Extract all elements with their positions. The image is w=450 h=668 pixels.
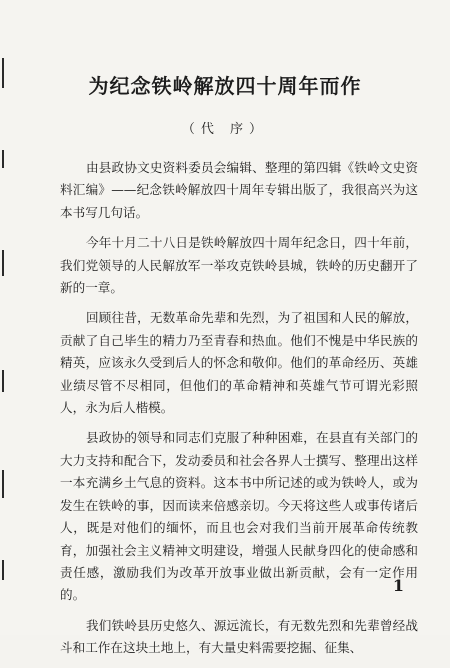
binding-edge-mark (2, 150, 4, 168)
body-text (60, 157, 418, 668)
binding-edge-mark (2, 470, 4, 498)
paragraph: 今年十月二十八日是铁岭解放四十周年纪念日，四十年前，我们党领导的人民解放军一举攻克铁岭县城，铁岭的历史翻开了新的一章。 (60, 235, 418, 296)
binding-edge-mark (2, 560, 4, 580)
paragraph: 回顾往昔，无数革命先辈和先烈，为了祖国和人民的解放，贡献了自己毕生的精力乃至青春和热血。他们不愧是中华民族的精英，应该永久受到后人的怀念和敬仰。他们的革命经历、英雄业绩尽管不尽相同，但他们的革命精神和英雄气节可谓光彩照人，永为后人楷模。 (60, 310, 418, 416)
document-title: 为纪念铁岭解放四十周年而作 (88, 74, 362, 98)
paragraph: 由县政协文史资料委员会编辑、整理的第四辑《铁岭文史资料汇编》——纪念铁岭解放四十周年专辑出版了，我很高兴为这本书写几句话。 (60, 160, 418, 220)
binding-edge-mark (2, 370, 4, 392)
document-subtitle: （代 序） (181, 122, 269, 137)
paragraph: 我们铁岭县历史悠久、源远流长，有无数先烈和先辈曾经战斗和工作在这块土地上，有大量史料需要挖掘、征集、 (60, 617, 418, 656)
page-number: 1 (392, 576, 404, 595)
binding-edge-mark (2, 250, 4, 276)
paragraph: 县政协的领导和同志们克服了种种困难，在县直有关部门的大力支持和配合下，发动委员和社会各界人士撰写、整理出这样一本充满乡土气息的资料。这本书中所记述的或为铁岭人，或为发生在铁岭的事，因而读来倍感亲切。今天将这些人或事传诸后人，既是对他们的缅怀，而且也会对我们当前开展革命传统教育，加强社会主义精神文明建设，增强人民献身四化的使命感和责任感，激励我们为改革开放事业做出新贡献，会有一定作用的。 (60, 430, 418, 603)
